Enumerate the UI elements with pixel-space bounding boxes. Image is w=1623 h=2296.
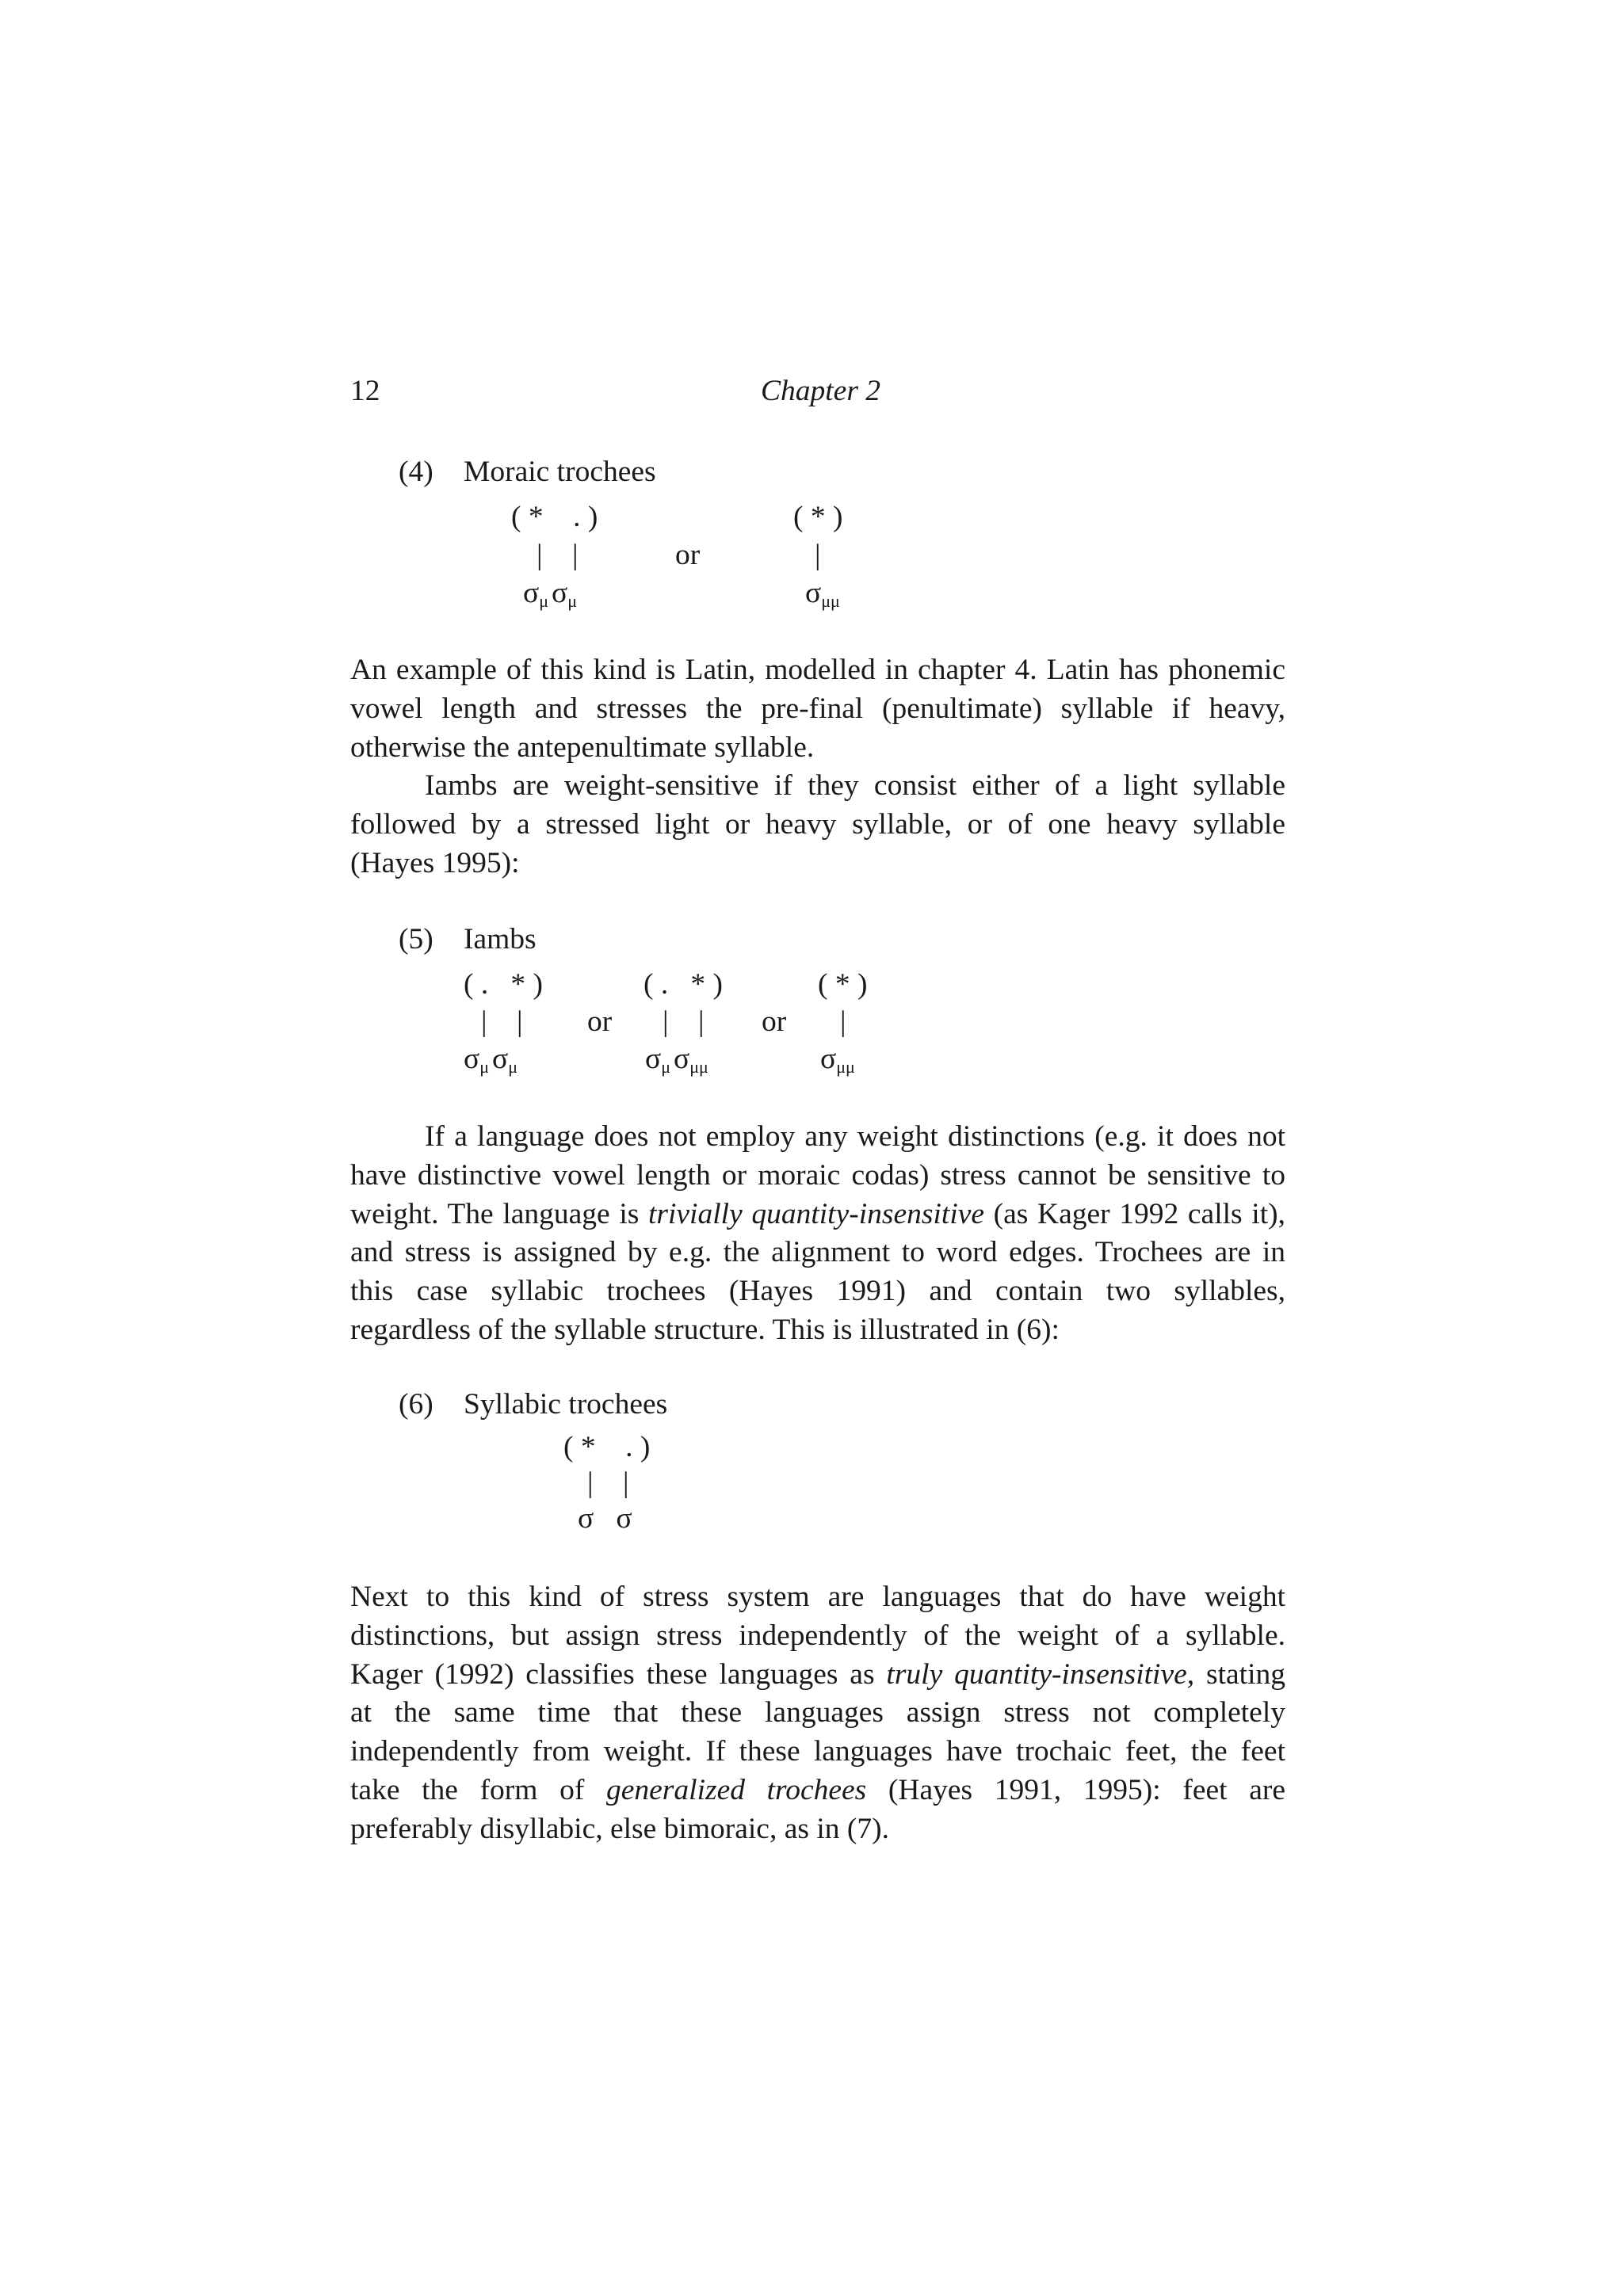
example-6-grid: ( * . ): [563, 1431, 651, 1463]
example-4-left-bars: | |: [537, 539, 579, 571]
example-5-title: Iambs: [464, 923, 537, 955]
example-4-number: (4): [399, 456, 433, 488]
example-5-a-grid: ( . * ): [464, 968, 543, 1001]
example-4-or: or: [675, 539, 701, 571]
text-line: take the form of generalized trochees (Hayes 1991, 1995): feet are: [350, 1773, 1285, 1806]
text-line: weight. The language is trivially quantity-insensitive (as Kager 1992 calls it),: [350, 1197, 1285, 1230]
example-4-title: Moraic trochees: [464, 456, 656, 488]
paragraph-latin: [350, 651, 1285, 767]
text-line: otherwise the antepenultimate syllable.: [350, 730, 815, 764]
text-line: Next to this kind of stress system are languages that do have weight: [350, 1581, 1285, 1613]
example-6-number: (6): [399, 1388, 433, 1421]
text-line: preferably disyllabic, else bimoraic, as in (7).: [350, 1812, 889, 1845]
page-number: 12: [350, 375, 380, 407]
example-6-bars: | |: [587, 1466, 629, 1499]
running-title: Chapter 2: [761, 375, 881, 407]
example-5-b-syllables: σμ σμμ: [645, 1043, 708, 1077]
text-line: followed by a stressed light or heavy syllable, or of one heavy syllable: [350, 807, 1285, 841]
example-5-or-2: or: [762, 1005, 787, 1038]
example-4-right-syllable: σμμ: [805, 577, 840, 611]
term-trivially-quantity-insensitive: trivially quantity-insensitive: [647, 1197, 985, 1230]
text-line: vowel length and stresses the pre-final (penultimate) syllable if heavy,: [350, 692, 1285, 725]
text-line: If a language does not employ any weight distinctions (e.g. it does not: [425, 1120, 1285, 1153]
example-5-c-bar: |: [840, 1005, 846, 1038]
paragraph-iambs: [350, 767, 1285, 883]
term-generalized-trochees: generalized trochees: [606, 1773, 867, 1806]
example-4-right-bar: |: [815, 539, 821, 571]
example-5-a-bars: | |: [481, 1005, 523, 1038]
paragraph-truly-qi: [350, 1578, 1285, 1849]
text-line: distinctions, but assign stress independently of the weight of a syllable.: [350, 1619, 1285, 1652]
text-line: and stress is assigned by e.g. the alignment to word edges. Trochees are in: [350, 1236, 1285, 1269]
text-line: regardless of the syllable structure. This is illustrated in (6):: [350, 1313, 1060, 1346]
example-5-or-1: or: [587, 1005, 613, 1038]
text-line: have distinctive vowel length or moraic codas) stress cannot be sensitive to: [350, 1158, 1285, 1192]
text-line: Iambs are weight-sensitive if they consist either of a light syllable: [425, 769, 1285, 802]
example-6-title: Syllabic trochees: [464, 1388, 668, 1421]
example-5-number: (5): [399, 923, 433, 955]
text-line: this case syllabic trochees (Hayes 1991) and contain two syllables,: [350, 1275, 1285, 1308]
example-4-right-grid: ( * ): [793, 501, 843, 533]
text-line: at the same time that these languages assign stress not completely: [350, 1696, 1285, 1730]
example-5-c-syllable: σμμ: [820, 1043, 855, 1077]
example-5-b-bars: | |: [663, 1005, 705, 1038]
paragraph-trivially-qi: [350, 1118, 1285, 1350]
example-5-c-grid: ( * ): [818, 968, 868, 1001]
example-4-left-syllables: σμ σμ: [523, 577, 578, 611]
text-line: An example of this kind is Latin, modelled in chapter 4. Latin has phonemic: [350, 654, 1285, 686]
example-5-a-syllables: σμ σμ: [464, 1043, 518, 1077]
text-line: Kager (1992) classifies these languages as truly quantity-insensitive, stating: [350, 1657, 1286, 1691]
text-line: independently from weight. If these languages have trochaic feet, the feet: [350, 1735, 1285, 1768]
example-6-syllables: σ σ: [578, 1502, 632, 1535]
text-line: (Hayes 1995):: [350, 846, 520, 879]
example-4-left-grid: ( * . ): [511, 501, 598, 533]
example-5-b-grid: ( . * ): [643, 968, 723, 1001]
term-truly-quantity-insensitive: truly quantity-insensitive,: [886, 1657, 1195, 1691]
